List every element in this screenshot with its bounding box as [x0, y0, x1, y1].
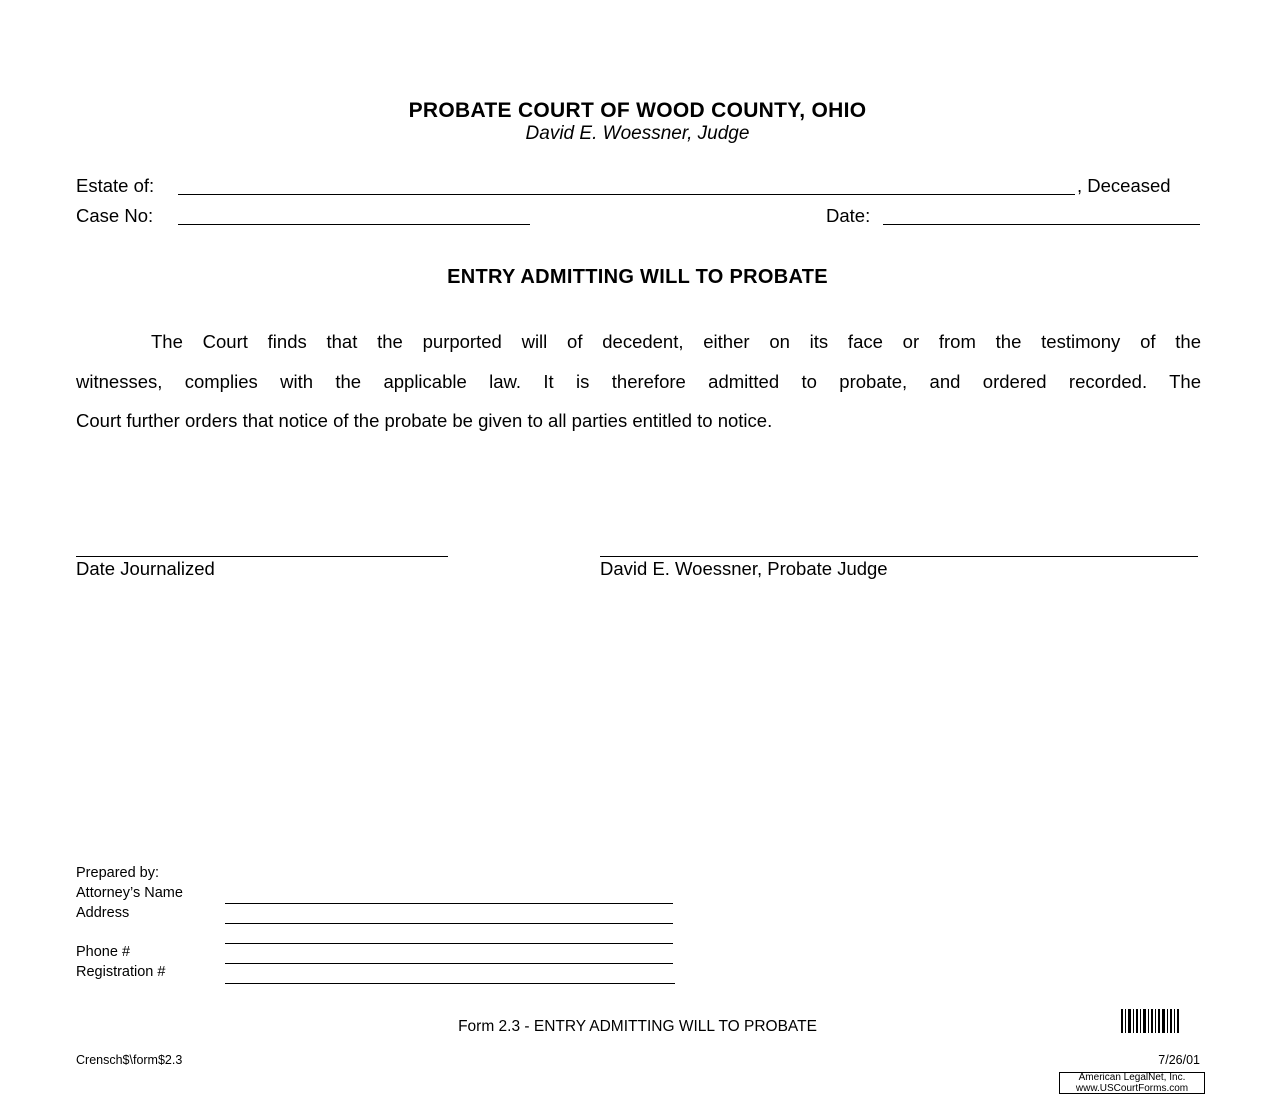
body-text-line-3: Court further orders that notice of the probate be given to all parties entitled to notice. — [76, 410, 773, 431]
barcode-icon — [1121, 1009, 1179, 1033]
revision-date: 7/26/01 — [1158, 1053, 1200, 1067]
document-title: ENTRY ADMITTING WILL TO PROBATE — [447, 266, 828, 288]
judge-subtitle: David E. Woessner, Judge — [525, 123, 750, 144]
judge-signature-label: David E. Woessner, Probate Judge — [600, 558, 888, 579]
case-number-label: Case No: — [76, 205, 154, 226]
case-number-field[interactable] — [178, 224, 530, 225]
deceased-label: , Deceased — [1077, 175, 1171, 196]
phone-field[interactable] — [225, 963, 673, 964]
address-label: Address — [76, 905, 130, 921]
address-field-2[interactable] — [225, 943, 673, 944]
date-journalized-label: Date Journalized — [76, 558, 215, 579]
estate-label: Estate of: — [76, 175, 155, 196]
attorney-name-field[interactable] — [225, 903, 673, 904]
estate-name-field[interactable] — [178, 194, 1075, 195]
date-label: Date: — [826, 205, 871, 226]
date-field[interactable] — [883, 224, 1200, 225]
prepared-by-heading: Prepared by: — [76, 865, 160, 881]
address-field-1[interactable] — [225, 923, 673, 924]
court-title: PROBATE COURT OF WOOD COUNTY, OHIO — [408, 99, 867, 122]
date-journalized-line[interactable] — [76, 556, 448, 557]
registration-field[interactable] — [225, 983, 675, 984]
publisher-name: American LegalNet, Inc. — [1078, 1072, 1186, 1083]
phone-label: Phone # — [76, 944, 131, 960]
judge-signature-line[interactable] — [600, 556, 1198, 557]
file-path: Crensch$\form$2.3 — [76, 1053, 183, 1067]
form-caption: Form 2.3 - ENTRY ADMITTING WILL TO PROBATE — [458, 1018, 817, 1035]
body-text-line-2: witnesses, complies with the applicable law. It is therefore admitted to probate, and ordered recorded. The — [76, 371, 1201, 392]
body-text-line-1: The Court finds that the purported will of decedent, either on its face or from the testimony of the — [151, 331, 1201, 352]
publisher-stamp — [1059, 1072, 1205, 1094]
attorney-name-label: Attorney’s Name — [76, 885, 183, 901]
publisher-website[interactable]: www.USCourtForms.com — [1075, 1082, 1189, 1094]
registration-label: Registration # — [76, 964, 166, 980]
